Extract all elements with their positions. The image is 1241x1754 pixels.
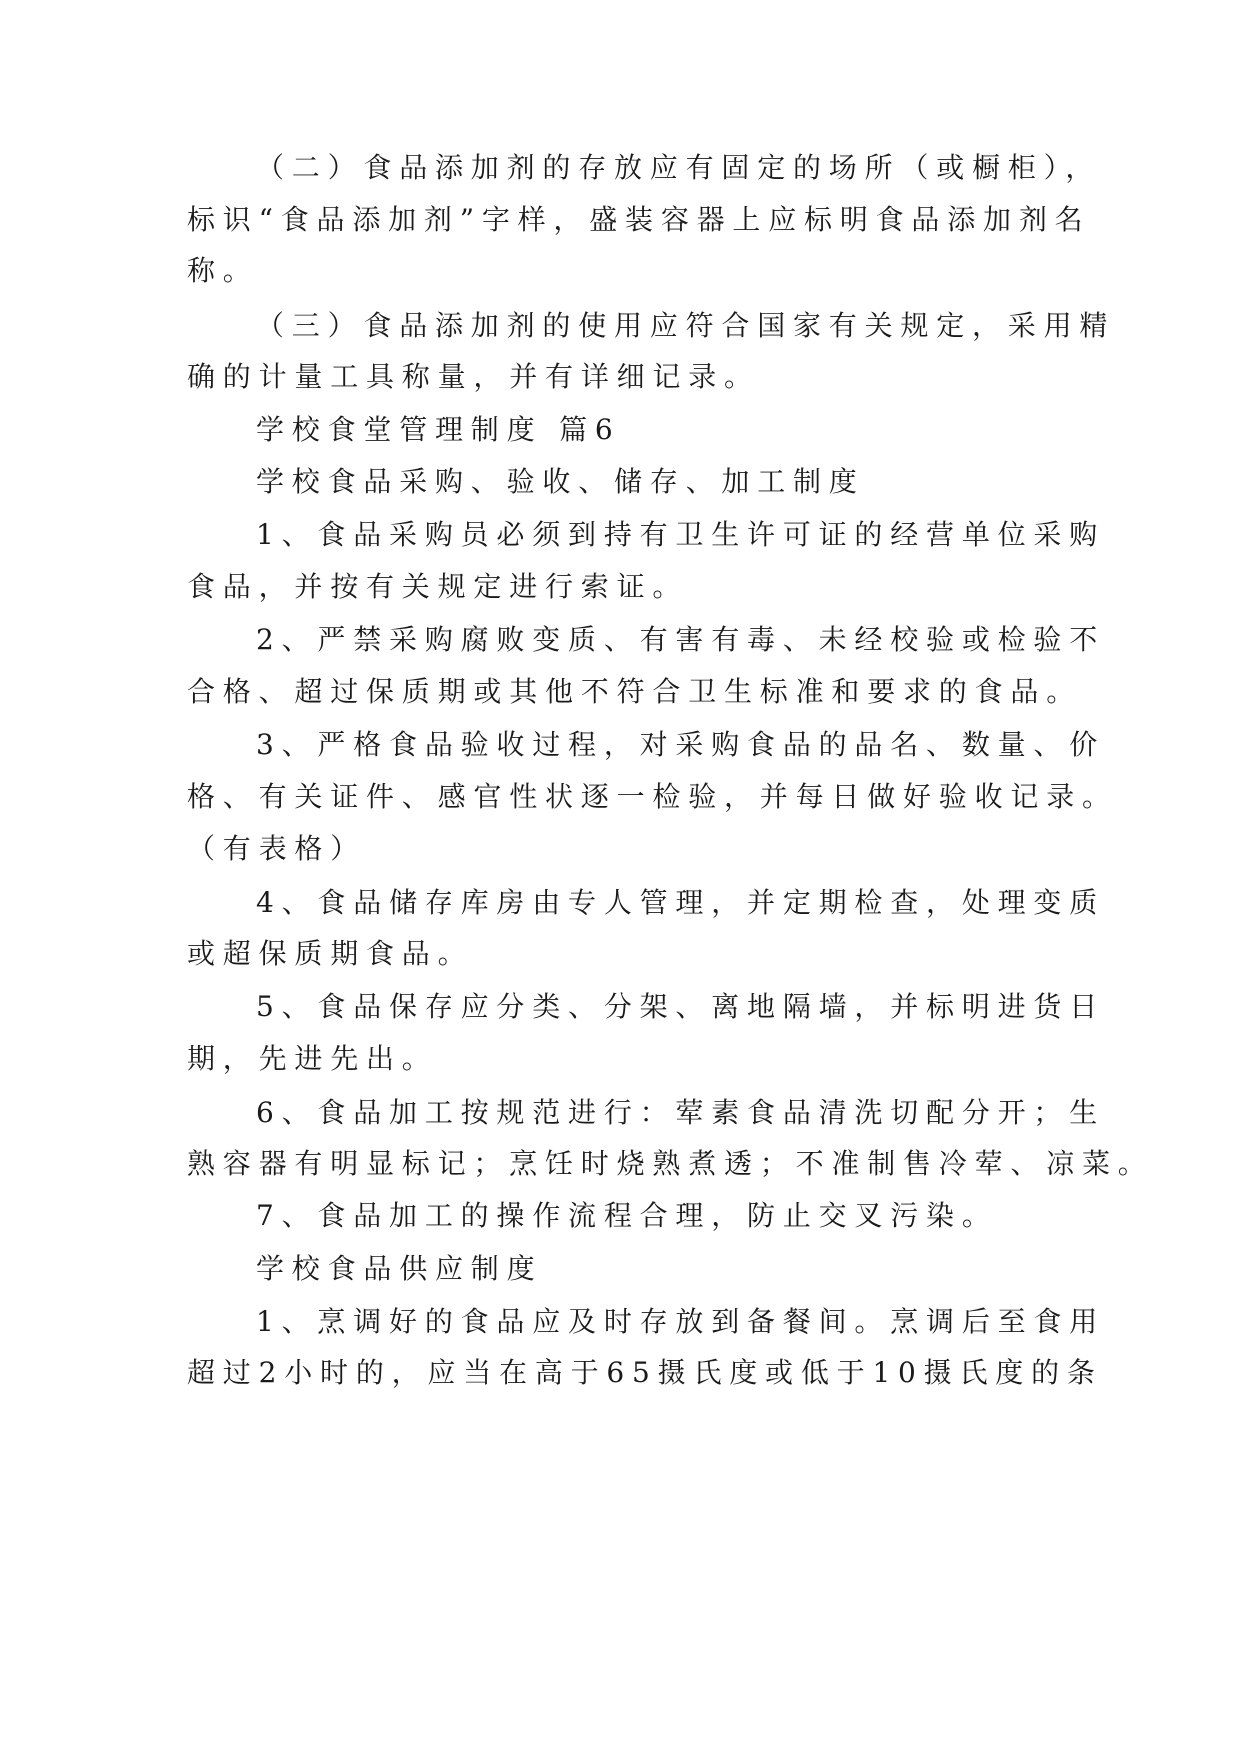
item-1-line-1: 1、食品采购员必须到持有卫生许可证的经营单位采购 [256,518,1106,551]
subsection-heading-supply: 学校食品供应制度 [256,1252,543,1285]
paragraph-2-line-3: 称。 [187,254,259,287]
paragraph-2-line-2: 标识“食品添加剂”字样，盛装容器上应标明食品添加剂名 [187,203,1091,236]
paragraph-3-line-1: （三）食品添加剂的使用应符合国家有关规定，采用精 [256,309,1116,342]
item-5-line-2: 期，先进先出。 [187,1042,438,1075]
item-7-line-1: 7、食品加工的操作流程合理，防止交叉污染。 [256,1199,998,1232]
paragraph-2-line-1: （二）食品添加剂的存放应有固定的场所（或橱柜）， [256,151,1102,184]
item-6-line-2: 熟容器有明显标记；烹饪时烧熟煮透；不准制售冷荤、凉菜。 [187,1147,1154,1180]
paragraph-3-line-2: 确的计量工具称量，并有详细记录。 [187,360,760,393]
supply-item-1-line-2: 超过2小时的，应当在高于65摄氏度或低于10摄氏度的条 [187,1356,1103,1389]
section-heading: 学校食堂管理制度 篇6 [256,413,621,446]
item-3-line-1: 3、严格食品验收过程，对采购食品的品名、数量、价 [256,728,1106,761]
item-6-line-1: 6、食品加工按规范进行：荤素食品清洗切配分开；生 [256,1096,1106,1129]
item-5-line-1: 5、食品保存应分类、分架、离地隔墙，并标明进货日 [256,990,1106,1023]
item-4-line-1: 4、食品储存库房由专人管理，并定期检查，处理变质 [256,886,1106,919]
item-2-line-2: 合格、超过保质期或其他不符合卫生标准和要求的食品。 [187,675,1083,708]
item-1-line-2: 食品，并按有关规定进行索证。 [187,570,689,603]
item-4-line-2: 或超保质期食品。 [187,937,474,970]
supply-item-1-line-1: 1、烹调好的食品应及时存放到备餐间。烹调后至食用 [256,1305,1106,1338]
item-3-line-3: （有表格） [187,832,367,865]
item-2-line-1: 2、严禁采购腐败变质、有害有毒、未经校验或检验不 [256,623,1106,656]
item-3-line-2: 格、有关证件、感官性状逐一检验，并每日做好验收记录。 [187,780,1118,813]
subsection-heading-purchase: 学校食品采购、验收、储存、加工制度 [256,465,865,498]
